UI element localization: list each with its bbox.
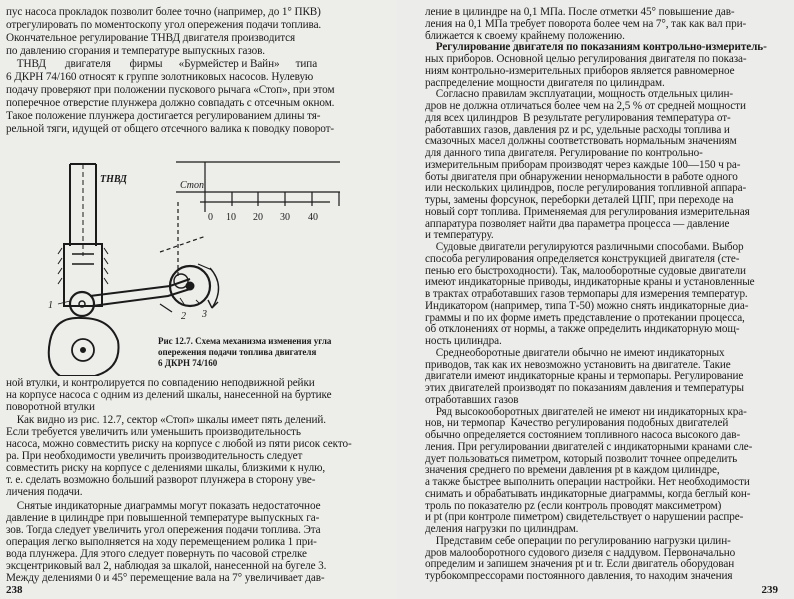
text-line: ление в цилиндре на 0,1 МПа. После отметки 45° повышение дав- bbox=[425, 6, 735, 18]
stop-label: Стоп bbox=[180, 180, 205, 191]
text-line: и температуру. bbox=[425, 229, 494, 242]
text-line: двигатели имеют индикаторные краны и термопары. Регулирование bbox=[425, 370, 744, 383]
text-line: по давлению сгорания и температуре выпускных газов. bbox=[6, 45, 265, 57]
text-line: аппаратура позволяет найти два параметра процесса — давление bbox=[425, 217, 730, 230]
text-line: об отклонениях от нормы, а также определить индикаторную мощ- bbox=[425, 323, 740, 336]
text-line: подачу проверяют при положении пускового рычага «Стоп», при этом bbox=[6, 84, 335, 96]
text-line: Ряд высокооборотных двигателей не имеют ни индикаторных кра- bbox=[425, 405, 747, 418]
text-line: ной втулки, и контролируется по совпадению неподвижной рейки bbox=[6, 377, 315, 389]
text-line: а также быстрее выполнить операции настройки. Нет необходимости bbox=[425, 476, 750, 488]
text-line: Представим себе операции по регулированию нагрузки цилин- bbox=[425, 534, 731, 547]
text-line: Если требуется увеличить или уменьшить производительность bbox=[6, 426, 301, 438]
tnvd-label: ТНВД bbox=[100, 174, 127, 185]
text-line: для всех цилиндров В результате регулирования температура от- bbox=[425, 111, 731, 124]
text-line: т. е. сделать возможно больший разворот плунжера в сторону уве- bbox=[6, 474, 316, 486]
callout-1: 1 bbox=[48, 300, 53, 311]
text-line: распределение мощности двигателя по цилиндрам. bbox=[425, 76, 665, 89]
text-line: ных приборов. Основной целью регулирования двигателя по показа- bbox=[425, 53, 747, 65]
text-line: пус насоса прокладок позволит более точно (например, до 1° ПКВ) bbox=[6, 6, 321, 18]
text-line: имеют индикаторные приводы, индикаторные краны и установленные bbox=[425, 276, 755, 289]
text-line: граммы и по их форме иметь представление о протекании процесса, bbox=[425, 311, 745, 324]
text-line: этих двигателей производят по показаниям давления и температуры bbox=[425, 382, 744, 394]
text-line: туры, замены форсунок, переборки деталей ЦПГ, при переходе на bbox=[425, 194, 734, 206]
text-line: в трактах отработавших газов термопары для измерения температур. bbox=[425, 288, 748, 300]
text-line: эксцентриковый вал 2, наблюдая за шкалой, нанесенной на бугеле 3. bbox=[6, 560, 327, 572]
right-page bbox=[397, 0, 794, 599]
text-line: насоса, можно совместить риску на корпусе с любой из пяти рисок секто- bbox=[6, 438, 352, 450]
text-line: вода плунжера. Для этого следует повернуть по часовой стрелке bbox=[6, 548, 307, 560]
text-line: отрегулировать по моментоскопу угол опережения подачи топлива. bbox=[6, 19, 322, 31]
text-line: Согласно правилам эксплуатации, мощность отдельных цилин- bbox=[425, 88, 734, 101]
text-line: турбокомпрессорами постоянного давления, то находим значения bbox=[425, 570, 733, 582]
text-line: личения подачи. bbox=[6, 486, 83, 498]
text-line: Окончательное регулирование ТНВД двигателя производится bbox=[6, 32, 296, 44]
text-line: ближается к своему крайнему положению. bbox=[425, 29, 625, 42]
text-line: отработавших газов bbox=[425, 393, 519, 406]
caption-line: Рис 12.7. Схема механизма изменения угла bbox=[158, 336, 332, 346]
text-line: работавших газов, давления pz и pc, удельные расходы топлива и bbox=[425, 123, 730, 136]
text-line: Регулирование двигателя по показаниям контрольно-измеритель- bbox=[425, 41, 767, 54]
text-line: ления на 0,1 МПа требует поворота более чем на 7°, так как вал при- bbox=[425, 17, 747, 30]
text-line: Снятые индикаторные диаграммы могут показать недостаточное bbox=[6, 500, 321, 512]
callout-2: 2 bbox=[181, 311, 186, 322]
text-line: смазочных масел должны соответствовать нормальным значениям bbox=[425, 135, 737, 148]
caption-line: опережения подачи топлива двигателя bbox=[158, 347, 317, 357]
text-line: Между делениями 0 и 45° перемещение вала на 7° увеличивает дав- bbox=[6, 572, 325, 584]
page-number-right: 239 bbox=[761, 584, 778, 596]
text-line: рельной тяги, идущей от общего отсечного валика к поводку поворот- bbox=[6, 123, 335, 135]
text-line: совместить риску на корпусе с делениями шкалы, близкими к нулю, bbox=[6, 462, 326, 474]
text-line: на корпусе насоса с одним из делений шкалы, нанесенной на буртике bbox=[6, 389, 332, 401]
text-line: ления. При регулировании двигателей с индикаторными кранами сле- bbox=[425, 440, 753, 453]
text-line: Среднеоборотные двигатели обычно не имеют индикаторных bbox=[425, 346, 725, 359]
text-line: обычно определяется состоянием топливного насоса высокого дав- bbox=[425, 429, 741, 441]
pump-body bbox=[64, 164, 102, 306]
text-line: определим и запишем значения pt и tr. Если двигатель оборудован bbox=[425, 558, 735, 571]
text-line: ность цилиндра. bbox=[425, 335, 502, 347]
text-line: боты двигателя при обнаружении ненормальности в работе одного bbox=[425, 170, 738, 183]
text-line: поворотной втулки bbox=[6, 401, 95, 413]
text-line: нов, ни термопар Качество регулирования подобных двигателей bbox=[425, 417, 729, 430]
text-line: операция легко выполняется на ходу перемещением ролика 1 при- bbox=[6, 536, 317, 548]
text-line: зов. Тогда следует увеличить угол опережения подачи топлива. Эта bbox=[6, 524, 321, 536]
text-line: дует пользоваться пиметром, который позволит точнее определить bbox=[425, 452, 738, 465]
text-line: способа регулирования определяется конструкцией двигателя (сте- bbox=[425, 252, 740, 265]
text-line: новый сорт топлива. Применяемая для регулирования измерительная bbox=[425, 205, 750, 218]
text-line: дров малооборотного судового дизеля с наддувом. Первоначально bbox=[425, 546, 736, 559]
text-line: давление в цилиндре при повышенной температуре выпускных га- bbox=[6, 512, 320, 524]
scale-tick-label: 20 bbox=[253, 212, 263, 223]
text-line: дров не должна отличаться более чем на 2,5 % от средней мощности bbox=[425, 100, 746, 112]
text-line: для данного типа двигателя. Регулирование по контрольно- bbox=[425, 147, 703, 159]
callout-3: 3 bbox=[202, 309, 207, 320]
text-line: 6 ДКРН 74/160 относят к группе золотниковых насосов. Нулевую bbox=[6, 71, 314, 83]
text-line: измерительным приборам производят через каждые 100—150 ч ра- bbox=[425, 158, 741, 171]
scale-tick-label: 40 bbox=[308, 212, 318, 223]
text-line: троль по показателю pz (если контроль проводят максиметром) bbox=[425, 499, 722, 512]
scale-tick-label: 0 bbox=[208, 212, 213, 223]
cam bbox=[49, 318, 119, 376]
text-line: приводов, так как их невозможно установить на двигателе. Такие bbox=[425, 358, 731, 371]
scale-tick-label: 30 bbox=[280, 212, 290, 223]
text-line: пенью его быстроходности). Так, малооборотные судовые двигатели bbox=[425, 264, 746, 277]
caption-line: 6 ДКРН 74/160 bbox=[158, 358, 218, 368]
text-line: ниям контрольно-измерительных приборов является равномерное bbox=[425, 64, 735, 77]
text-line: деления нагрузки по цилиндрам. bbox=[425, 523, 579, 535]
text-line: Такое положение плунжера достигается регулированием длины тя- bbox=[6, 110, 321, 122]
text-line: Судовые двигатели регулируются различными способами. Выбор bbox=[425, 241, 744, 253]
text-line: или нескольких цилиндров, после регулирования топливной аппара- bbox=[425, 182, 747, 195]
page-number-left: 238 bbox=[6, 584, 23, 596]
text-line: Как видно из рис. 12.7, сектор «Стоп» шкалы имеет пять делений. bbox=[6, 414, 326, 426]
text-line: поперечное отверстие плунжера должно совпадать с отсечным окном. bbox=[6, 97, 335, 109]
scale-tick-label: 10 bbox=[226, 212, 236, 223]
text-line: ра. При необходимости увеличить производительность следует bbox=[6, 450, 303, 462]
text-line: значения среднего по времени давления pt в каждом цилиндре, bbox=[425, 464, 720, 477]
text-line: Индикатором (например, типа Т-50) можно снять индикаторные диа- bbox=[425, 299, 749, 312]
text-line: ТНВД двигателя фирмы «Бурмейстер и Вайн» типа bbox=[6, 58, 318, 70]
text-line: снимать и обрабатывать индикаторные диаграммы, когда беглый кон- bbox=[425, 487, 751, 500]
text-line: и pt (при контроле пиметром) свидетельствует о нарушении распре- bbox=[425, 511, 744, 524]
